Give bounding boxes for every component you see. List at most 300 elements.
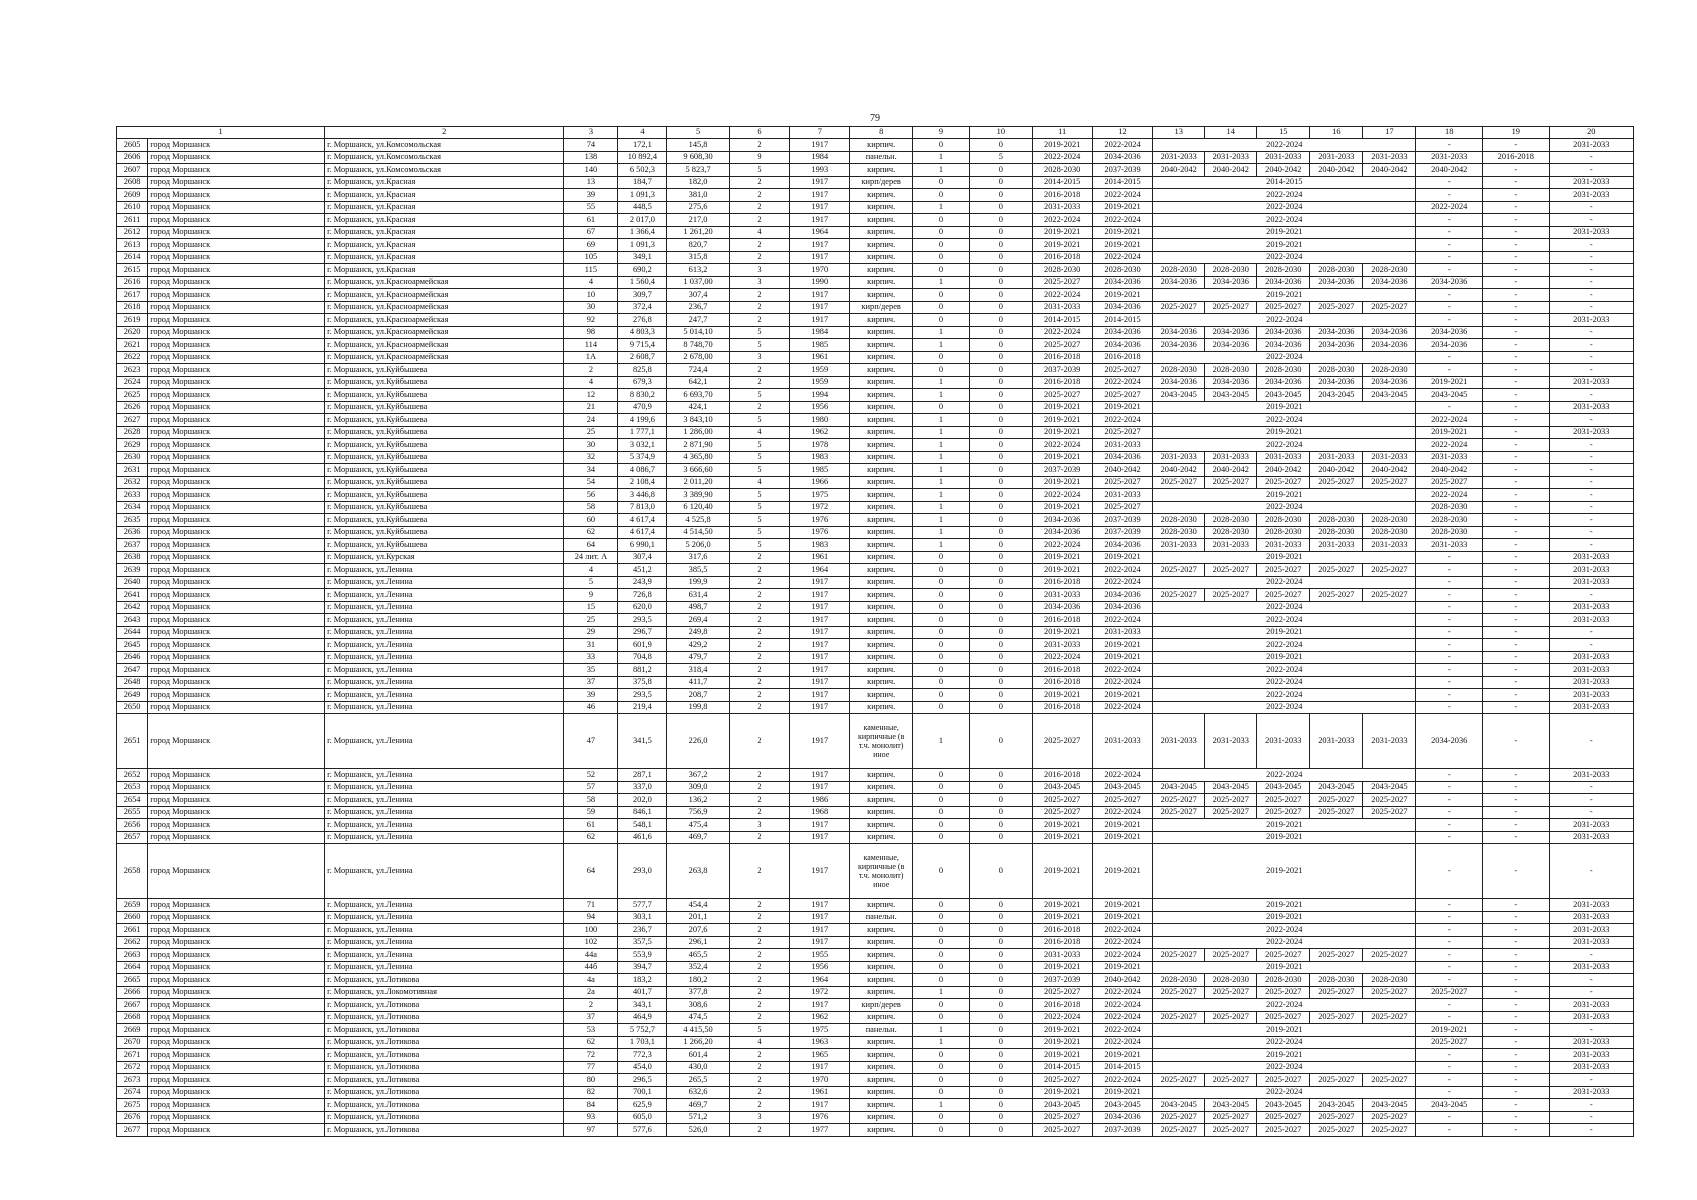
table-cell: 2014-2015 — [1092, 314, 1152, 327]
table-cell: 236,7 — [618, 924, 667, 937]
column-number: 18 — [1416, 127, 1483, 139]
table-cell: кирпич. — [850, 986, 912, 999]
table-cell: 184,7 — [618, 176, 667, 189]
table-cell: 454,0 — [618, 1061, 667, 1074]
table-cell: 2043-2045 — [1092, 781, 1152, 794]
table-cell: - — [1483, 999, 1550, 1012]
table-cell: 2640 — [117, 576, 148, 589]
table-cell: кирпич. — [850, 551, 912, 564]
table-cell: 2639 — [117, 564, 148, 577]
table-row — [117, 819, 1634, 832]
table-cell: 465,5 — [667, 949, 729, 962]
table-cell: 2043-2045 — [1363, 389, 1416, 402]
table-cell: 33 — [564, 651, 618, 664]
table-cell: 2 — [729, 701, 789, 714]
table-cell: 2043-2045 — [1257, 1099, 1310, 1112]
table-cell: 613,2 — [667, 264, 729, 277]
table-cell: г. Моршанск, ул.Ленина — [325, 639, 564, 652]
table-cell: 0 — [912, 551, 969, 564]
table-cell: 2031-2033 — [1153, 151, 1205, 164]
table-row — [117, 251, 1634, 264]
table-cell: 2031-2033 — [1032, 949, 1092, 962]
table-cell: 2 — [564, 999, 618, 1012]
table-cell: 94 — [564, 911, 618, 924]
table-cell: г. Моршанск, ул.Красная — [325, 214, 564, 227]
table-cell: 2622 — [117, 351, 148, 364]
table-cell: 2676 — [117, 1111, 148, 1124]
table-cell: 2 017,0 — [618, 214, 667, 227]
table-cell: 548,1 — [618, 819, 667, 832]
table-cell: кирпич. — [850, 651, 912, 664]
table-cell: 2611 — [117, 214, 148, 227]
table-cell: 2043-2045 — [1257, 389, 1310, 402]
table-cell: 208,7 — [667, 689, 729, 702]
table-cell: 2 — [729, 376, 789, 389]
table-cell: 2632 — [117, 476, 148, 489]
table-cell: 2031-2033 — [1363, 451, 1416, 464]
table-row — [117, 601, 1634, 614]
table-cell: 2022-2024 — [1153, 576, 1416, 589]
table-cell: 136,2 — [667, 794, 729, 807]
table-cell: город Моршанск — [148, 176, 325, 189]
table-cell: 2019-2021 — [1416, 426, 1483, 439]
table-cell: - — [1549, 514, 1633, 527]
table-cell: 2037-2039 — [1032, 364, 1092, 377]
table-cell: 2019-2021 — [1032, 1024, 1092, 1037]
table-cell: 138 — [564, 151, 618, 164]
table-cell: 2025-2027 — [1092, 364, 1152, 377]
table-cell: 307,4 — [618, 551, 667, 564]
table-cell: город Моршанск — [148, 539, 325, 552]
table-cell: 1984 — [790, 151, 850, 164]
table-cell: 1917 — [790, 1061, 850, 1074]
table-cell: 6 990,1 — [618, 539, 667, 552]
table-cell: 2031-2033 — [1549, 911, 1633, 924]
table-cell: 2019-2021 — [1032, 501, 1092, 514]
table-cell: 2031-2033 — [1549, 961, 1633, 974]
table-cell: 0 — [970, 1011, 1032, 1024]
table-cell: 2 — [729, 601, 789, 614]
table-cell: г. Моршанск, ул.Ленина — [325, 961, 564, 974]
table-cell: 2019-2021 — [1092, 639, 1152, 652]
table-cell: 296,7 — [618, 626, 667, 639]
table-cell: 2028-2030 — [1416, 526, 1483, 539]
table-cell: 2022-2024 — [1092, 1036, 1152, 1049]
table-cell: 2025-2027 — [1092, 389, 1152, 402]
table-cell: 1 — [912, 501, 969, 514]
table-cell: 690,2 — [618, 264, 667, 277]
table-cell: 15 — [564, 601, 618, 614]
table-cell: 2014-2015 — [1153, 176, 1416, 189]
table-cell: 2025-2027 — [1310, 806, 1363, 819]
table-cell: 2642 — [117, 601, 148, 614]
table-cell: 2034-2036 — [1092, 539, 1152, 552]
table-cell: - — [1483, 1111, 1550, 1124]
table-cell: 2631 — [117, 464, 148, 477]
table-cell: 5 — [729, 439, 789, 452]
table-cell: 2022-2024 — [1092, 376, 1152, 389]
table-cell: 5 — [729, 451, 789, 464]
table-cell: 772,3 — [618, 1049, 667, 1062]
table-cell: 2031-2033 — [1549, 551, 1633, 564]
table-cell: 1917 — [790, 769, 850, 782]
table-cell: 2 — [729, 781, 789, 794]
table-cell: г. Моршанск, ул.Красная — [325, 176, 564, 189]
table-cell: 2 — [729, 301, 789, 314]
table-cell: 32 — [564, 451, 618, 464]
table-cell: 2019-2021 — [1153, 489, 1416, 502]
table-row — [117, 1024, 1634, 1037]
table-cell: - — [1416, 844, 1483, 899]
table-cell: - — [1416, 924, 1483, 937]
table-cell: 2025-2027 — [1363, 476, 1416, 489]
table-cell: 2034-2036 — [1205, 276, 1257, 289]
table-cell: 2031-2033 — [1310, 714, 1363, 769]
table-cell: кирпич. — [850, 769, 912, 782]
table-cell: 0 — [912, 189, 969, 202]
table-row — [117, 314, 1634, 327]
table-cell: 2025-2027 — [1205, 564, 1257, 577]
table-cell: 632,6 — [667, 1086, 729, 1099]
table-cell: 199,9 — [667, 576, 729, 589]
table-cell: город Моршанск — [148, 961, 325, 974]
table-cell: 1917 — [790, 576, 850, 589]
table-cell: 2014-2015 — [1032, 176, 1092, 189]
table-cell: город Моршанск — [148, 689, 325, 702]
table-cell: кирпич. — [850, 1011, 912, 1024]
table-cell: 0 — [970, 1024, 1032, 1037]
table-cell: 2 — [729, 1049, 789, 1062]
table-cell: - — [1483, 844, 1550, 899]
table-cell: 2028-2030 — [1153, 364, 1205, 377]
table-cell: 1917 — [790, 1099, 850, 1112]
table-cell: - — [1483, 911, 1550, 924]
table-cell: 2019-2021 — [1032, 961, 1092, 974]
table-cell: 4 617,4 — [618, 526, 667, 539]
table-cell: - — [1483, 476, 1550, 489]
table-cell: - — [1483, 819, 1550, 832]
table-cell: 349,1 — [618, 251, 667, 264]
table-cell: город Моршанск — [148, 806, 325, 819]
table-cell: 2652 — [117, 769, 148, 782]
table-cell: 2656 — [117, 819, 148, 832]
table-cell: 2028-2030 — [1310, 974, 1363, 987]
table-cell: 2034-2036 — [1032, 526, 1092, 539]
table-cell: 0 — [912, 651, 969, 664]
table-cell: 2025-2027 — [1363, 806, 1416, 819]
table-cell: 2а — [564, 986, 618, 999]
table-row — [117, 551, 1634, 564]
table-row — [117, 1111, 1634, 1124]
table-cell: 5 374,9 — [618, 451, 667, 464]
table-cell: кирп/дерев — [850, 999, 912, 1012]
table-cell: 219,4 — [618, 701, 667, 714]
table-cell: 2025-2027 — [1153, 564, 1205, 577]
table-cell: 309,7 — [618, 289, 667, 302]
table-cell: 0 — [970, 176, 1032, 189]
table-cell: 9 715,4 — [618, 339, 667, 352]
table-cell: 56 — [564, 489, 618, 502]
table-cell: 2040-2042 — [1257, 464, 1310, 477]
table-cell: 46 — [564, 701, 618, 714]
table-cell: 2028-2030 — [1257, 364, 1310, 377]
table-cell: - — [1483, 899, 1550, 912]
table-cell: город Моршанск — [148, 276, 325, 289]
table-row — [117, 1061, 1634, 1074]
table-cell: г. Моршанск, ул.Ленина — [325, 781, 564, 794]
table-row — [117, 1124, 1634, 1137]
table-cell: - — [1549, 301, 1633, 314]
table-cell: г. Моршанск, ул.Ленина — [325, 844, 564, 899]
table-cell: 2025-2027 — [1032, 339, 1092, 352]
table-cell: кирпич. — [850, 614, 912, 627]
table-cell: - — [1416, 794, 1483, 807]
table-cell: 846,1 — [618, 806, 667, 819]
table-cell: 2034-2036 — [1092, 326, 1152, 339]
table-cell: - — [1416, 639, 1483, 652]
table-cell: 2648 — [117, 676, 148, 689]
table-cell: - — [1483, 831, 1550, 844]
table-cell: - — [1549, 451, 1633, 464]
table-cell: 2 — [729, 1099, 789, 1112]
table-cell: 2040-2042 — [1310, 464, 1363, 477]
table-cell: 2025-2027 — [1257, 476, 1310, 489]
table-cell: город Моршанск — [148, 489, 325, 502]
table-cell: 2019-2021 — [1032, 899, 1092, 912]
table-cell: 2022-2024 — [1092, 936, 1152, 949]
table-cell: 2043-2045 — [1416, 1099, 1483, 1112]
table-cell: 2022-2024 — [1092, 701, 1152, 714]
table-cell: г. Моршанск, ул.Куйбышева — [325, 439, 564, 452]
table-cell: 5 — [729, 501, 789, 514]
table-cell: 411,7 — [667, 676, 729, 689]
table-cell: 2031-2033 — [1257, 714, 1310, 769]
table-cell: 2647 — [117, 664, 148, 677]
column-number: 20 — [1549, 127, 1633, 139]
table-cell: 0 — [912, 589, 969, 602]
table-cell: 2028-2030 — [1310, 514, 1363, 527]
table-cell: кирпич. — [850, 501, 912, 514]
table-cell: - — [1483, 961, 1550, 974]
table-cell: 2025-2027 — [1153, 949, 1205, 962]
table-cell: 2034-2036 — [1416, 276, 1483, 289]
table-cell: 2031-2033 — [1549, 999, 1633, 1012]
table-cell: 2019-2021 — [1092, 1086, 1152, 1099]
table-row — [117, 476, 1634, 489]
table-cell: 5 — [729, 389, 789, 402]
table-cell: 2019-2021 — [1032, 139, 1092, 152]
table-cell: 1А — [564, 351, 618, 364]
table-cell: 1 266,20 — [667, 1036, 729, 1049]
table-cell: кирпич. — [850, 526, 912, 539]
table-cell: 1917 — [790, 201, 850, 214]
table-cell: 2022-2024 — [1153, 189, 1416, 202]
table-cell: 2650 — [117, 701, 148, 714]
table-cell: кирпич. — [850, 476, 912, 489]
table-cell: кирпич. — [850, 936, 912, 949]
table-cell: 8 748,70 — [667, 339, 729, 352]
table-cell: 620,0 — [618, 601, 667, 614]
table-cell: 2 — [729, 664, 789, 677]
table-cell: 3 032,1 — [618, 439, 667, 452]
table-cell: 5 — [729, 1024, 789, 1037]
table-cell: 0 — [970, 514, 1032, 527]
table-cell: 2025-2027 — [1310, 1011, 1363, 1024]
table-cell: кирпич. — [850, 1124, 912, 1137]
table-cell: 2019-2021 — [1032, 226, 1092, 239]
table-cell: 2031-2033 — [1549, 1086, 1633, 1099]
table-cell: 207,6 — [667, 924, 729, 937]
table-cell: кирпич. — [850, 239, 912, 252]
table-cell: г. Моршанск, ул.Куйбышева — [325, 364, 564, 377]
table-row — [117, 326, 1634, 339]
table-cell: 2019-2021 — [1153, 289, 1416, 302]
table-cell: город Моршанск — [148, 626, 325, 639]
table-cell: 1975 — [790, 489, 850, 502]
table-cell: кирп/дерев — [850, 176, 912, 189]
column-number: 14 — [1205, 127, 1257, 139]
table-cell: 0 — [970, 214, 1032, 227]
table-cell: 2028-2030 — [1363, 514, 1416, 527]
table-cell: 97 — [564, 1124, 618, 1137]
table-cell: - — [1416, 676, 1483, 689]
table-cell: 2025-2027 — [1153, 1111, 1205, 1124]
table-cell: 1 — [912, 514, 969, 527]
table-cell: 2028-2030 — [1363, 526, 1416, 539]
table-cell: - — [1483, 664, 1550, 677]
table-cell: город Моршанск — [148, 899, 325, 912]
table-cell: 2 — [729, 139, 789, 152]
table-cell: - — [1483, 464, 1550, 477]
table-cell: - — [1483, 626, 1550, 639]
table-row — [117, 526, 1634, 539]
table-cell: - — [1483, 794, 1550, 807]
table-cell: 2025-2027 — [1153, 794, 1205, 807]
table-cell: 2028-2030 — [1416, 501, 1483, 514]
table-cell: - — [1549, 151, 1633, 164]
table-cell: город Моршанск — [148, 476, 325, 489]
table-cell: город Моршанск — [148, 364, 325, 377]
table-cell: кирпич. — [850, 1061, 912, 1074]
table-cell: 642,1 — [667, 376, 729, 389]
table-cell: 2022-2024 — [1153, 1086, 1416, 1099]
table-cell: - — [1416, 999, 1483, 1012]
table-cell: 2022-2024 — [1153, 676, 1416, 689]
table-cell: 2019-2021 — [1032, 626, 1092, 639]
table-cell: - — [1549, 806, 1633, 819]
table-cell: кирпич. — [850, 214, 912, 227]
table-cell: кирпич. — [850, 401, 912, 414]
table-row — [117, 464, 1634, 477]
table-cell: 2022-2024 — [1153, 314, 1416, 327]
table-cell: г. Моршанск, ул.Лотикова — [325, 1011, 564, 1024]
table-cell: 1 — [912, 151, 969, 164]
table-cell: 2025-2027 — [1257, 1111, 1310, 1124]
table-cell: 2 — [729, 1011, 789, 1024]
table-cell: 2025-2027 — [1310, 1111, 1363, 1124]
table-cell: 0 — [912, 314, 969, 327]
table-cell: 2037-2039 — [1032, 464, 1092, 477]
table-cell: 64 — [564, 844, 618, 899]
table-cell: 2019-2021 — [1032, 239, 1092, 252]
table-cell: 1962 — [790, 426, 850, 439]
table-cell: 24 лит. А — [564, 551, 618, 564]
table-cell: 2609 — [117, 189, 148, 202]
table-cell: 474,5 — [667, 1011, 729, 1024]
table-cell: 9 608,30 — [667, 151, 729, 164]
table-cell: 0 — [912, 289, 969, 302]
table-cell: 2019-2021 — [1092, 239, 1152, 252]
table-cell: город Моршанск — [148, 501, 325, 514]
table-cell: 0 — [912, 614, 969, 627]
table-cell: 182,0 — [667, 176, 729, 189]
table-cell: 0 — [912, 301, 969, 314]
table-cell: 2 — [729, 831, 789, 844]
table-cell: - — [1483, 689, 1550, 702]
table-cell: город Моршанск — [148, 164, 325, 177]
table-row — [117, 451, 1634, 464]
table-cell: 2031-2033 — [1549, 651, 1633, 664]
table-cell: - — [1483, 986, 1550, 999]
table-cell: г. Моршанск, ул.Красноармейская — [325, 326, 564, 339]
table-cell: 0 — [970, 974, 1032, 987]
table-cell: 2043-2045 — [1363, 781, 1416, 794]
table-cell: 1976 — [790, 1111, 850, 1124]
table-cell: 0 — [912, 974, 969, 987]
table-cell: 2633 — [117, 489, 148, 502]
table-cell: 2016-2018 — [1032, 676, 1092, 689]
table-row — [117, 576, 1634, 589]
table-row — [117, 401, 1634, 414]
table-cell: - — [1483, 264, 1550, 277]
table-cell: 2031-2033 — [1153, 539, 1205, 552]
table-cell: город Моршанск — [148, 426, 325, 439]
table-row — [117, 961, 1634, 974]
table-cell: 357,5 — [618, 936, 667, 949]
table-cell: 2034-2036 — [1092, 151, 1152, 164]
table-cell: 2 — [729, 651, 789, 664]
table-cell: 2636 — [117, 526, 148, 539]
table-cell: кирпич. — [850, 489, 912, 502]
table-cell: 5 823,7 — [667, 164, 729, 177]
table-cell: 2025-2027 — [1032, 986, 1092, 999]
table-cell: 2019-2021 — [1092, 961, 1152, 974]
table-cell: 217,0 — [667, 214, 729, 227]
table-cell: 0 — [970, 576, 1032, 589]
table-cell: 2 871,90 — [667, 439, 729, 452]
table-cell: 2019-2021 — [1153, 831, 1416, 844]
table-cell: 2016-2018 — [1032, 936, 1092, 949]
table-cell: 13 — [564, 176, 618, 189]
table-cell: кирпич. — [850, 139, 912, 152]
table-row — [117, 924, 1634, 937]
table-cell: 2025-2027 — [1310, 301, 1363, 314]
table-row — [117, 831, 1634, 844]
table-cell: 0 — [912, 351, 969, 364]
table-cell: 2651 — [117, 714, 148, 769]
table-cell: - — [1549, 339, 1633, 352]
table-cell: 2627 — [117, 414, 148, 427]
table-cell: 2028-2030 — [1363, 364, 1416, 377]
table-cell: 54 — [564, 476, 618, 489]
table-cell: 249,8 — [667, 626, 729, 639]
table-cell: 0 — [912, 781, 969, 794]
table-cell: 2031-2033 — [1549, 701, 1633, 714]
table-cell: - — [1416, 819, 1483, 832]
table-cell: 2657 — [117, 831, 148, 844]
table-cell: город Моршанск — [148, 239, 325, 252]
table-cell: 0 — [970, 949, 1032, 962]
